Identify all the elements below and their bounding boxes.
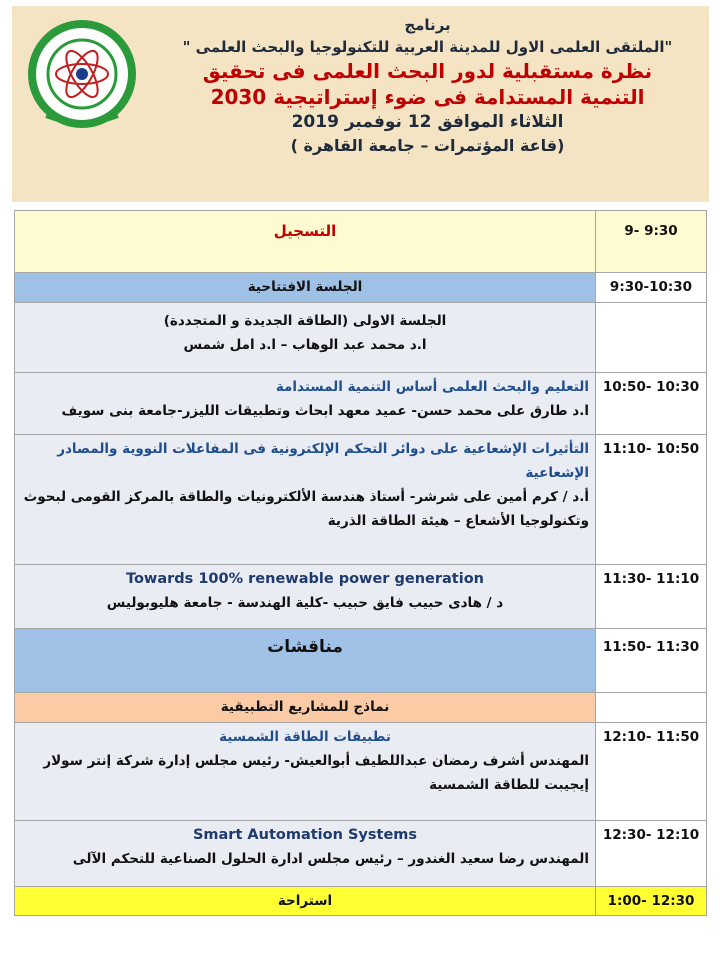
event-date: الثلاثاء الموافق 12 نوفمبر 2019 [291,112,564,132]
table-row [15,887,707,916]
talk-title: التأثيرات الإشعاعية على دوائر التحكم الإلكترونية فى المفاعلات النووية والمصادر الإشعاعية [57,441,589,481]
talk-speaker: المهندس أشرف رمضان عبداللطيف أبوالعيش- رئيس مجلس إدارة شركة إنتر سولار إيجيبت للطاقة الشمسية [43,753,589,793]
session-chairs: ا.د محمد عبد الوهاب – ا.د امل شمس [183,337,427,353]
table-row [15,211,707,273]
title-line-2: التنمية المستدامة فى ضوء إستراتيجية 2030 [210,85,645,109]
time-cell: 10:30 -10:50 [596,373,707,435]
discussion-title: مناقشات [267,637,343,657]
event-venue: (قاعة المؤتمرات – جامعة القاهرة ) [290,136,565,155]
session-cell [15,211,596,273]
table-row [15,723,707,821]
city-logo-icon [26,20,138,128]
talk-speaker: ا.د طارق على محمد حسن- عميد معهد ابحاث وتطبيقات الليزر-جامعة بنى سويف [61,403,589,419]
time-cell: 11:30 -11:50 [596,629,707,693]
time-cell: 11:10 -11:30 [596,565,707,629]
session-cell [15,373,596,435]
table-row [15,435,707,565]
session-title: التسجيل [273,222,337,240]
talk-speaker: المهندس رضا سعيد الغندور – رئيس مجلس ادارة الحلول الصناعية للتحكم الآلى [72,851,589,867]
time-cell: 12:30 -1:00 [596,887,707,916]
session-cell [15,821,596,887]
table-row [15,373,707,435]
program-label: برنامج [404,16,451,34]
session-cell [15,629,596,693]
table-row [15,821,707,887]
talk-speaker: أ.د / كرم أمين على شرشر- أستاذ هندسة الألكترونيات والطاقة بالمركز القومى لبحوث وتكنولوجيا الأشعاع – هيئة الطاقة الذرية [23,489,589,529]
time-cell: 11:50 -12:10 [596,723,707,821]
session-cell [15,887,596,916]
session-cell [15,693,596,723]
talk-speaker: د / هادى حبيب فايق حبيب -كلية الهندسة - جامعة هليوبوليس [106,595,504,611]
section-title: نماذج للمشاريع التطبيقية [220,699,390,715]
time-cell: 12:10 -12:30 [596,821,707,887]
session-cell [15,273,596,303]
talk-title: تطبيقات الطاقة الشمسية [219,729,391,745]
table-row [15,565,707,629]
session-title: الجلسة الاولى (الطاقة الجديدة و المتجددة) [163,313,447,329]
time-cell: 10:50 -11:10 [596,435,707,565]
table-row [15,273,707,303]
session-title: الجلسة الافتتاحية [247,279,363,295]
talk-title: Towards 100% renewable power generation [126,571,484,587]
table-row [15,693,707,723]
session-cell [15,565,596,629]
schedule-table [14,210,707,916]
table-row [15,303,707,373]
time-cell [596,303,707,373]
session-cell [15,303,596,373]
time-cell [596,693,707,723]
talk-title: التعليم والبحث العلمى أساس التنمية المستدامة [275,379,589,395]
forum-name: "الملتقى العلمى الاول للمدينة العربية للتكنولوجيا والبحث العلمى " [182,38,673,56]
time-cell: 9:30 -9 [596,211,707,273]
session-cell [15,435,596,565]
time-cell: 9:30-10:30 [596,273,707,303]
table-row [15,629,707,693]
title-line-1: نظرة مستقبلية لدور البحث العلمى فى تحقيق [202,59,653,83]
break-title: استراحة [277,893,333,909]
talk-title: Smart Automation Systems [192,827,418,843]
program-header [12,6,709,202]
session-cell [15,723,596,821]
